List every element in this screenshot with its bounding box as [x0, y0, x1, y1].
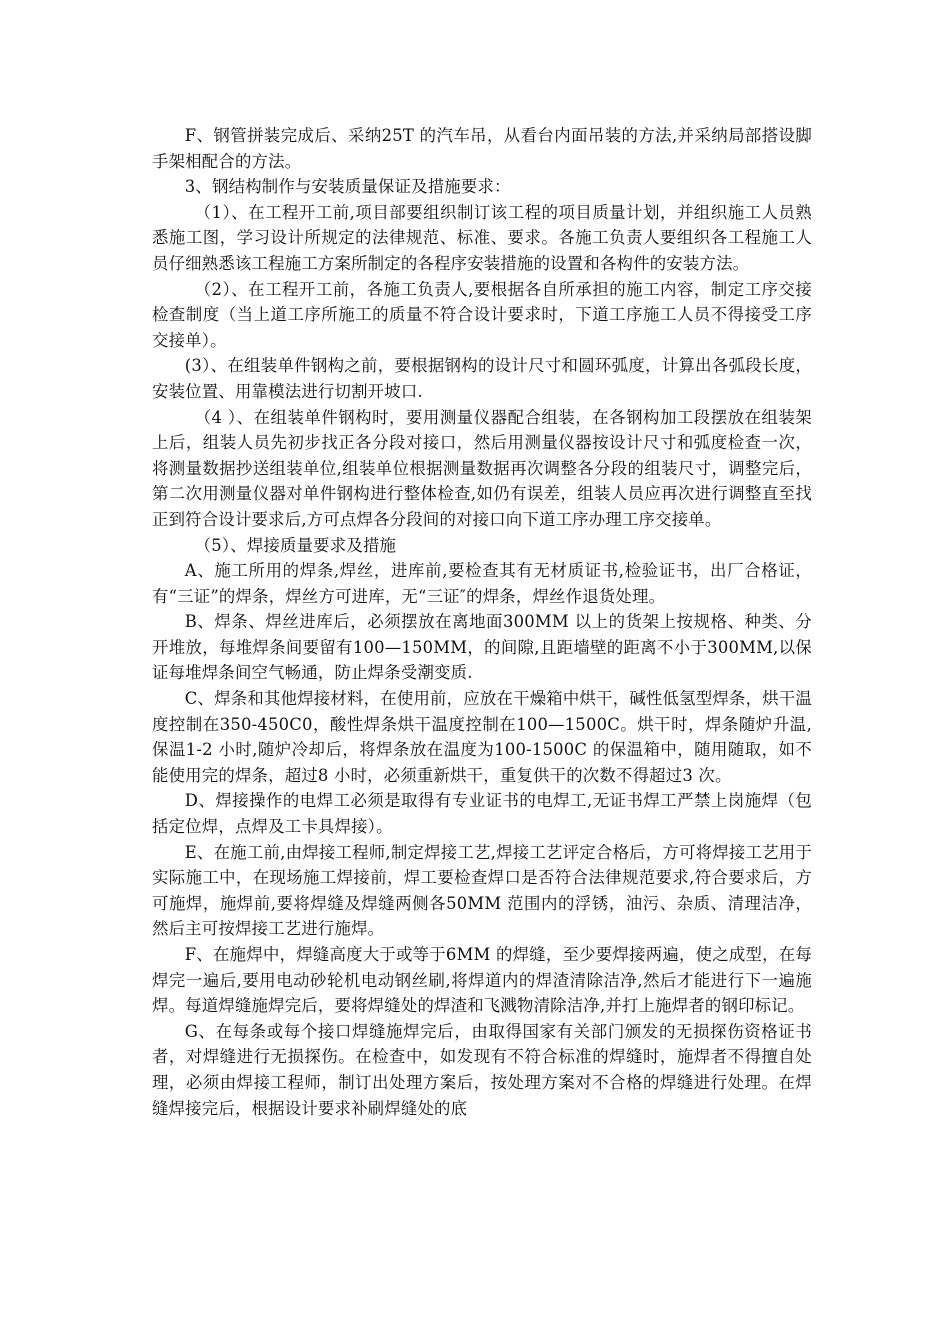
- paragraph-welding-c: C、焊条和其他焊接材料，在使用前，应放在干燥箱中烘干，碱性低氢型焊条，烘干温度控制在350-450C0，酸性焊条烘干温度控制在100—1500C。烘干时，焊条随炉升温,保温1-2 小时,随炉冷却后，将焊条放在温度为100-1500C 的保温箱中，随用随取，如不能使用完的焊条，超过8 小时，必须重新烘干，重复供干的次数不得超过3 次。: [152, 689, 812, 785]
- paragraph-item-5-heading: （5）、焊接质量要求及措施: [194, 535, 397, 555]
- paragraph-welding-b: B、焊条、焊丝进库后，必须摆放在离地面300MM 以上的货架上按规格、种类、分开堆放，每堆焊条间要留有100—150MM，的间隙,且距墙壁的距离不小于300MM,以保证每堆焊条间空气畅通，防止焊条受潮变质.: [152, 612, 812, 683]
- document-body: [152, 123, 812, 1121]
- paragraph-item-1: （1）、在工程开工前,项目部要组织制订该工程的项目质量计划，并组织施工人员熟悉施工图，学习设计所规定的法律规范、标准、要求。各施工负责人要组织各工程施工人员仔细熟悉该工程施工方案所制定的各程序安装措施的设置和各构件的安装方法。: [152, 202, 812, 273]
- paragraph-welding-e: E、在施工前,由焊接工程师,制定焊接工艺,焊接工艺评定合格后，方可将焊接工艺用于实际施工中，在现场施工焊接前，焊工要检查焊口是否符合法律规范要求,符合要求后，方可施焊，施焊前,要将焊缝及焊缝两侧各50MM 范围内的浮锈，油污、杂质、清理洁净，然后主可按焊接工艺进行施焊。: [152, 842, 812, 939]
- paragraph-welding-d: D、焊接操作的电焊工必须是取得有专业证书的电焊工,无证书焊工严禁上岗施焊（包括定位焊，点焊及工卡具焊接）。: [152, 791, 812, 837]
- paragraph-f-steel-pipe-lifting: F、钢管拼装完成后、采纳25T 的汽车吊，从看台内面吊装的方法,并采纳局部搭设脚手架相配合的方法。: [152, 126, 812, 171]
- paragraph-item-4: （4 ）、在组装单件钢构时，要用测量仪器配合组装，在各钢构加工段摆放在组装架上后，组装人员先初步找正各分段对接口，然后用测量仪器按设计尺寸和弧度检查一次，将测量数据抄送组装单位,组装单位根据测量数据再次调整各分段的组装尺寸，调整完后，第二次用测量仪器对单件钢构进行整体检查,如仍有误差，组装人员应再次进行调整直至找正到符合设计要求后,方可点焊各分段间的对接口向下道工序办理工序交接单。: [152, 407, 812, 529]
- section-heading-quality-assurance: 3、钢结构制作与安装质量保证及措施要求：: [184, 177, 511, 197]
- paragraph-item-3: (3）、在组装单件钢构之前，要根据钢构的设计尺寸和圆环弧度，计算出各弧段长度，安装位置、用靠模法进行切割开坡口.: [152, 356, 812, 401]
- paragraph-welding-a: A、施工所用的焊条,焊丝，进库前,要检查其有无材质证书,检验证书，出厂合格证，有“三证”的焊条，焊丝方可进库，无“三证″的焊条，焊丝作退货处理。: [152, 561, 812, 606]
- paragraph-welding-f: F、在施焊中，焊缝高度大于或等于6MM 的焊缝，至少要焊接两遍，使之成型，在每焊完一遍后,要用电动砂轮机电动钢丝刷,将焊道内的焊渣清除洁净,然后才能进行下一遍施焊。每道焊缝施焊完后，要将焊缝处的焊渣和飞溅物清除洁净,并打上施焊者的钢印标记。: [152, 945, 812, 1016]
- paragraph-welding-g: G、在每条或每个接口焊缝施焊完后，由取得国家有关部门颁发的无损探伤资格证书者，对焊缝进行无损探伤。在检查中，如发现有不符合标准的焊缝时，施焊者不得擅自处理，必须由焊接工程师，制订出处理方案后，按处理方案对不合格的焊缝进行处理。在焊缝焊接完后，根据设计要求补刷焊缝处的底: [152, 1021, 812, 1118]
- paragraph-item-2: （2）、在工程开工前，各施工负责人,要根据各自所承担的施工内容，制定工序交接检查制度（当上道工序所施工的质量不符合设计要求时，下道工序施工人员不得接受工序交接单）。: [152, 279, 812, 350]
